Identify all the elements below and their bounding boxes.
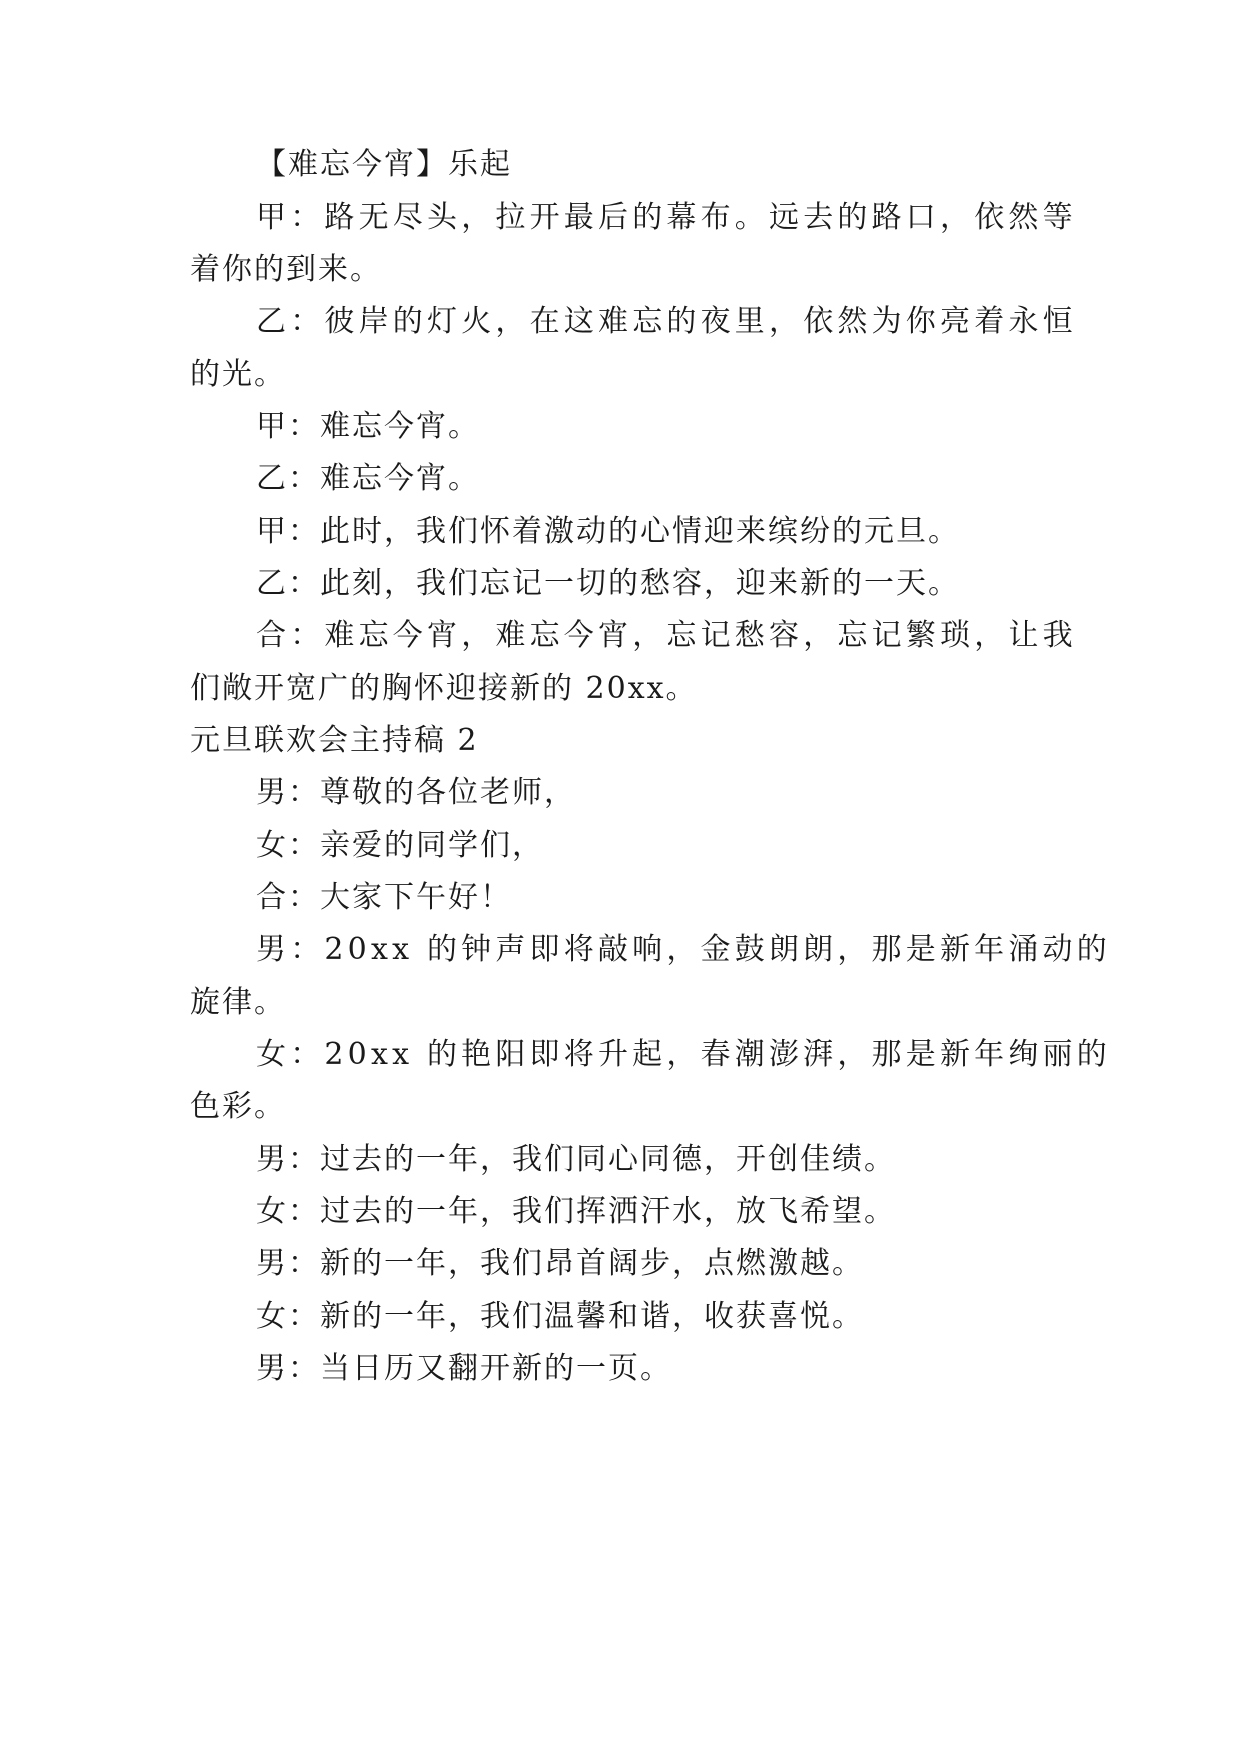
dialogue-line: 男：过去的一年，我们同心同德，开创佳绩。 xyxy=(256,1142,896,1177)
dialogue-line: 甲：此时，我们怀着激动的心情迎来缤纷的元旦。 xyxy=(256,514,960,549)
section-heading: 元旦联欢会主持稿 2 xyxy=(190,723,479,758)
dialogue-line: 合：难忘今宵，难忘今宵，忘记愁容，忘记繁琐，让我 xyxy=(256,618,1077,653)
dialogue-line: 男：20xx 的钟声即将敲响，金鼓朗朗，那是新年涌动的 xyxy=(256,932,1111,967)
dialogue-line-continued: 们敞开宽广的胸怀迎接新的 20xx。 xyxy=(190,671,698,706)
dialogue-line-continued: 着你的到来。 xyxy=(190,252,382,287)
dialogue-line: 甲：路无尽头，拉开最后的幕布。远去的路口，依然等 xyxy=(256,200,1077,235)
dialogue-line: 男：新的一年，我们昂首阔步，点燃激越。 xyxy=(256,1246,864,1281)
dialogue-line: 女：新的一年，我们温馨和谐，收获喜悦。 xyxy=(256,1299,864,1334)
dialogue-line-continued: 旋律。 xyxy=(190,985,286,1020)
stage-direction: 【难忘今宵】乐起 xyxy=(256,147,512,182)
dialogue-line: 女：亲爱的同学们， xyxy=(256,828,544,863)
dialogue-line: 男：当日历又翻开新的一页。 xyxy=(256,1351,672,1386)
dialogue-line: 乙：此刻，我们忘记一切的愁容，迎来新的一天。 xyxy=(256,566,960,601)
dialogue-line: 男：尊敬的各位老师， xyxy=(256,775,576,810)
dialogue-line: 乙：难忘今宵。 xyxy=(256,461,480,496)
dialogue-line-continued: 的光。 xyxy=(190,357,286,392)
dialogue-line: 女：过去的一年，我们挥洒汗水，放飞希望。 xyxy=(256,1194,896,1229)
dialogue-line: 合：大家下午好！ xyxy=(256,880,512,915)
dialogue-line: 女：20xx 的艳阳即将升起，春潮澎湃，那是新年绚丽的 xyxy=(256,1037,1111,1072)
dialogue-line: 乙：彼岸的灯火，在这难忘的夜里，依然为你亮着永恒 xyxy=(256,304,1077,339)
dialogue-line: 甲：难忘今宵。 xyxy=(256,409,480,444)
dialogue-line-continued: 色彩。 xyxy=(190,1089,286,1124)
